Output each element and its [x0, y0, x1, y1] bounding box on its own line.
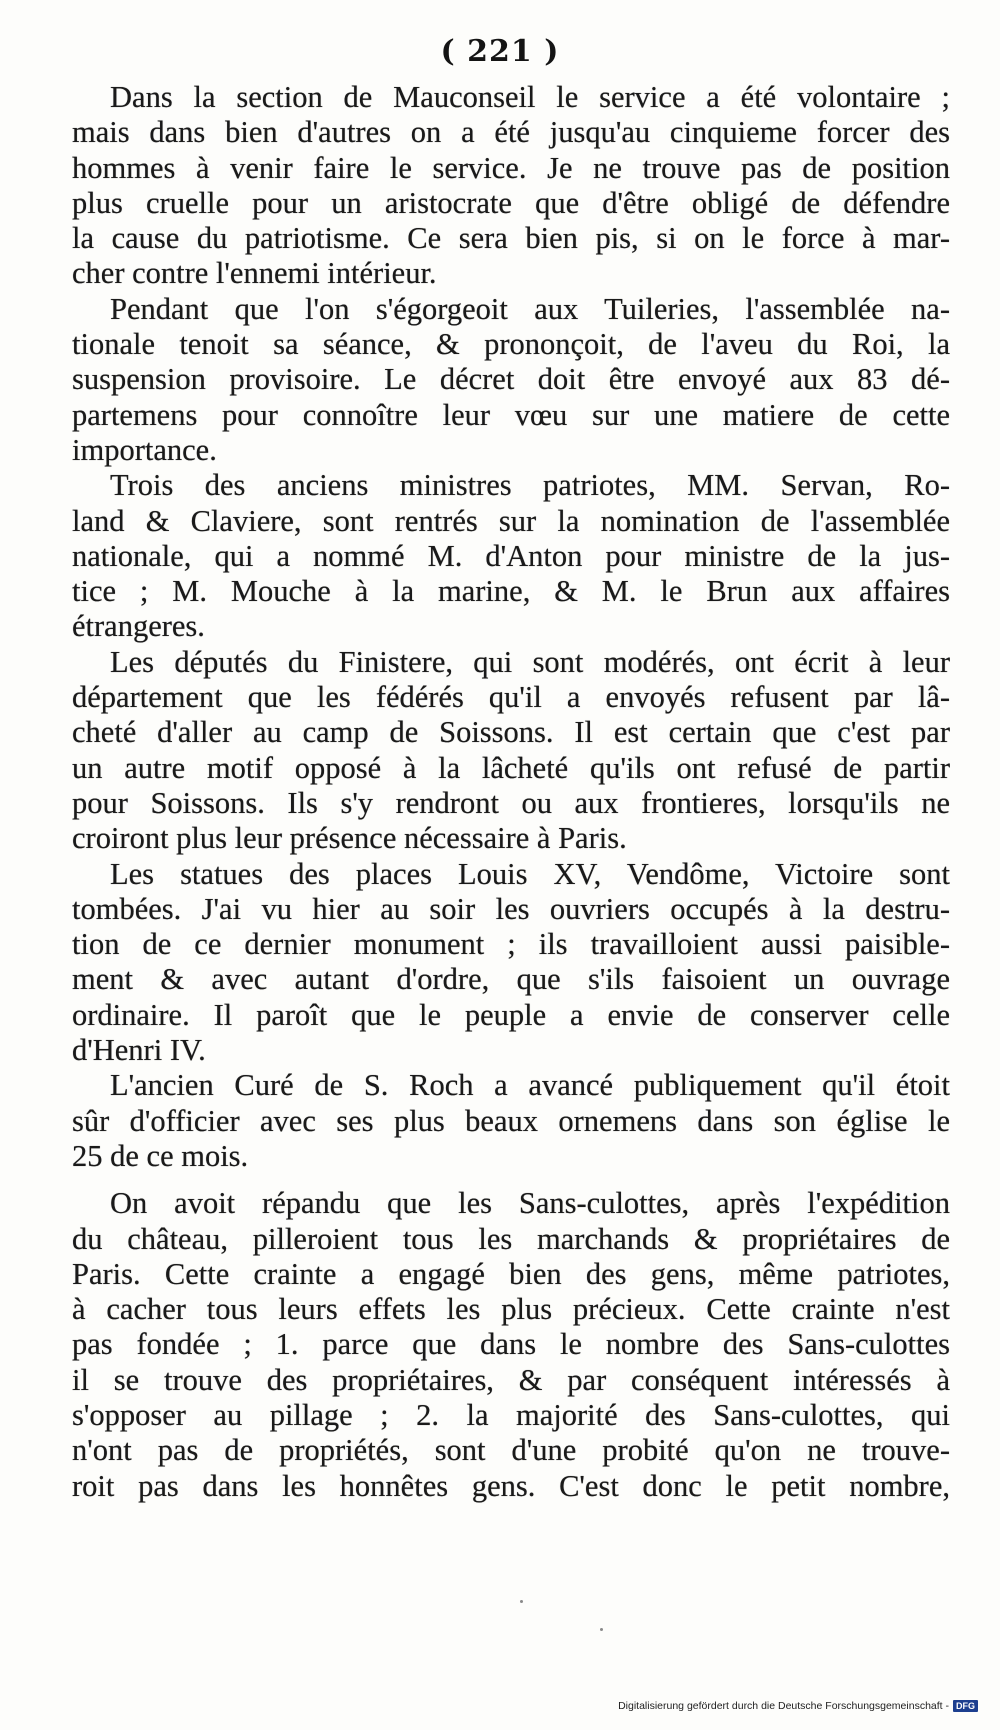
text-line: roit pas dans les honnêtes gens. C'est donc le petit nombre, [72, 1468, 950, 1503]
text-line: tombées. J'ai vu hier au soir les ouvriers occupés à la destru- [72, 891, 950, 926]
text-line: cheté d'aller au camp de Soissons. Il est certain que c'est par [72, 715, 950, 750]
text-line: mais dans bien d'autres on a été jusqu'au cinquieme forcer des [72, 115, 950, 150]
paper-speck [600, 1628, 603, 1631]
paragraph-7 [72, 1186, 950, 1504]
text-line: croiront plus leur présence nécessaire à Paris. [72, 821, 627, 856]
body-text [72, 80, 950, 1504]
text-line: pas fondée ; 1. parce que dans le nombre des Sans-culottes [72, 1327, 950, 1362]
text-line: d'Henri IV. [72, 1033, 206, 1068]
text-line: importance. [72, 432, 217, 467]
text-line: On avoit répandu que les Sans-culottes, après l'expédition [110, 1186, 950, 1221]
text-line: ment & avec autant d'ordre, que s'ils faisoient un ouvrage [72, 962, 950, 997]
text-line: hommes à venir faire le service. Je ne trouve pas de position [72, 150, 950, 185]
text-line: il se trouve des propriétaires, & par conséquent intéressés à [72, 1362, 950, 1397]
paper-speck [520, 1600, 523, 1603]
text-line: à cacher tous leurs effets les plus précieux. Cette crainte n'est [72, 1292, 950, 1327]
text-line: 25 de ce mois. [72, 1138, 249, 1173]
text-line: un autre motif opposé à la lâcheté qu'ils ont refusé de partir [72, 750, 950, 785]
text-line: Les statues des places Louis XV, Vendôme, Victoire sont [110, 856, 950, 891]
text-line: pour Soissons. Ils s'y rendront ou aux frontieres, lorsqu'ils ne [72, 785, 950, 820]
text-line: tionale tenoit sa séance, & prononçoit, de l'aveu du Roi, la [72, 327, 950, 362]
text-line: partemens pour connoître leur vœu sur une matiere de cette [72, 397, 950, 432]
text-line: n'ont pas de propriétés, sont d'une probité qu'on ne trouve- [72, 1433, 950, 1468]
paragraph-6 [72, 1068, 950, 1174]
text-line: ordinaire. Il paroît que le peuple a envie de conserver celle [72, 997, 950, 1032]
text-line: Trois des anciens ministres patriotes, MM. Servan, Ro- [110, 468, 950, 503]
text-line: L'ancien Curé de S. Roch a avancé publiquement qu'il étoit [110, 1068, 950, 1103]
text-line: suspension provisoire. Le décret doit être envoyé aux 83 dé- [72, 362, 950, 397]
text-line: plus cruelle pour un aristocrate que d'être obligé de défendre [72, 185, 950, 220]
text-line: Pendant que l'on s'égorgeoit aux Tuileries, l'assemblée na- [110, 291, 950, 326]
text-line: tion de ce dernier monument ; ils travailloient aussi paisible- [72, 927, 950, 962]
text-line: sûr d'officier avec ses plus beaux ornemens dans son église le [72, 1103, 950, 1138]
paragraph-5 [72, 857, 950, 1069]
text-line: cher contre l'ennemi intérieur. [72, 256, 437, 291]
paragraph-4 [72, 645, 950, 857]
text-line: Les députés du Finistere, qui sont modérés, ont écrit à leur [110, 644, 950, 679]
text-line: la cause du patriotisme. Ce sera bien pis, si on le force à mar- [72, 221, 950, 256]
page-number-header: ( 221 ) [440, 34, 560, 69]
text-line: nationale, qui a nommé M. d'Anton pour ministre de la jus- [72, 538, 950, 573]
text-line: département que les fédérés qu'il a envoyés refusent par lâ- [72, 680, 950, 715]
footer-text: Digitalisierung gefördert durch die Deutsche Forschungsgemeinschaft - [618, 1700, 949, 1712]
digitization-footer [618, 1700, 978, 1712]
text-line: Paris. Cette crainte a engagé bien des gens, même patriotes, [72, 1256, 950, 1291]
text-line: du château, pilleroient tous les marchands & propriétaires de [72, 1221, 950, 1256]
text-line: land & Claviere, sont rentrés sur la nomination de l'assemblée [72, 503, 950, 538]
paragraph-1 [72, 80, 950, 292]
text-line: étrangeres. [72, 609, 205, 644]
text-line: s'opposer au pillage ; 2. la majorité des Sans-culottes, qui [72, 1397, 950, 1432]
paragraph-2 [72, 292, 950, 468]
text-line: tice ; M. Mouche à la marine, & M. le Brun aux affaires [72, 574, 950, 609]
text-line: Dans la section de Mauconseil le service a été volontaire ; [110, 80, 950, 114]
paragraph-3 [72, 468, 950, 644]
dfg-logo: DFG [953, 1700, 978, 1712]
